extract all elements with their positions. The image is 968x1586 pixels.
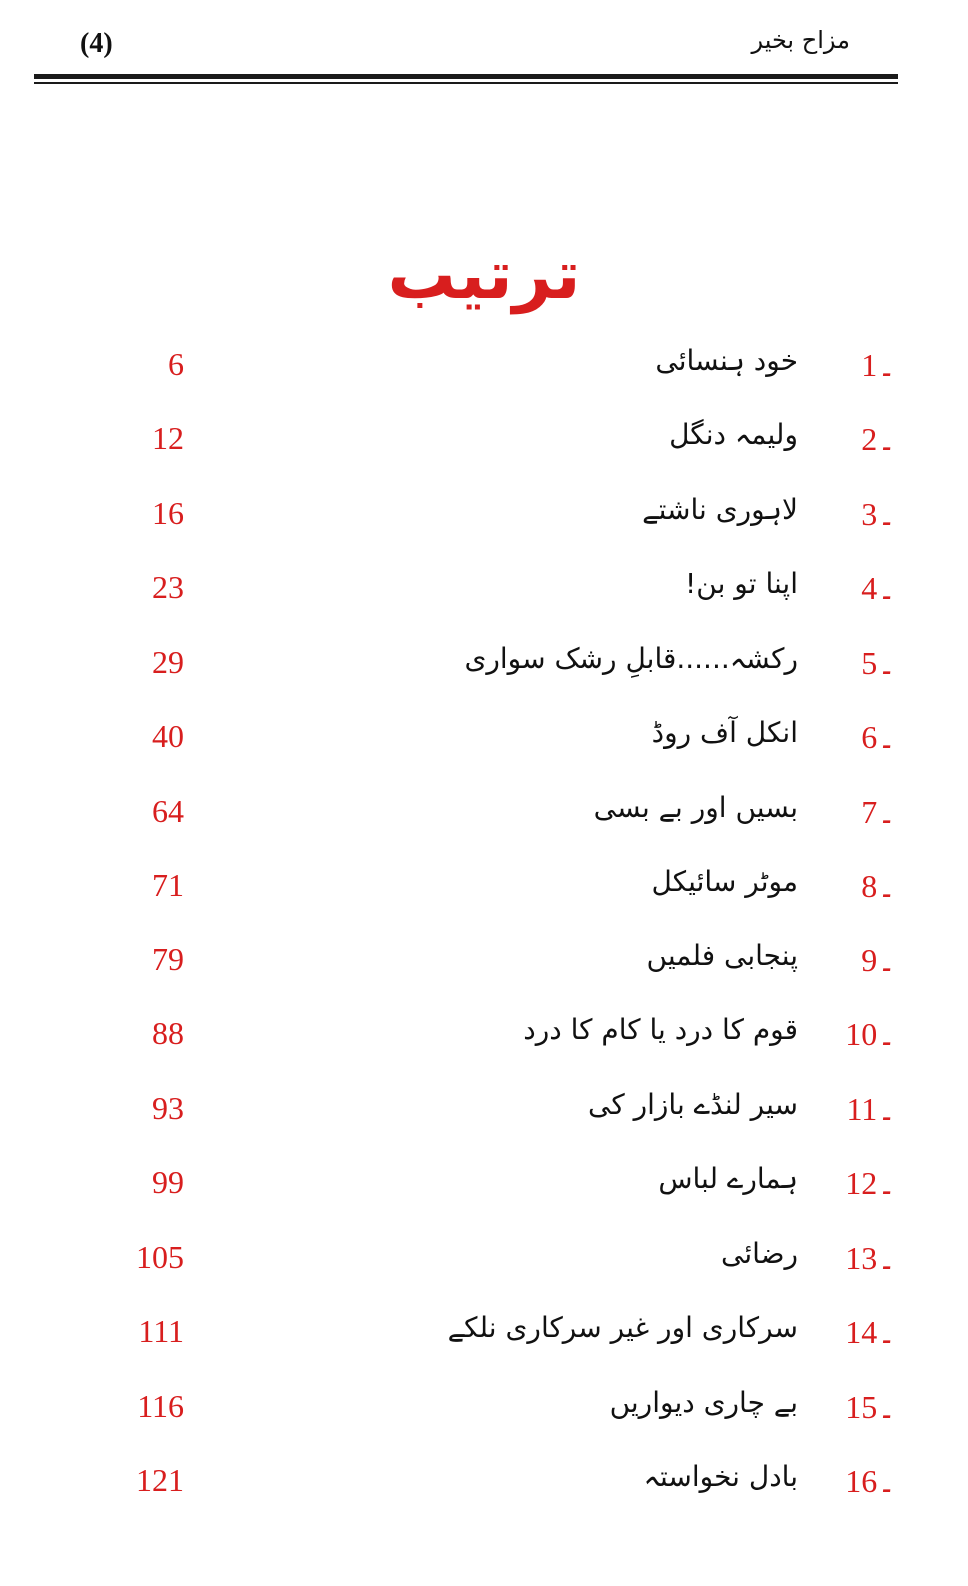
toc-entry-title: لاہوری ناشتے	[642, 493, 798, 526]
toc-entry[interactable]	[0, 489, 968, 549]
toc-entry-title: قوم کا درد یا کام کا درد	[523, 1013, 798, 1046]
toc-entry[interactable]	[0, 1307, 968, 1367]
toc-entry-number: 9۔	[861, 942, 896, 978]
toc-entry-page: 71	[152, 867, 184, 903]
toc-entry-title: سرکاری اور غیر سرکاری نلکے	[447, 1311, 798, 1344]
toc-entry-number: 5۔	[861, 645, 896, 681]
toc-entry-page: 79	[152, 941, 184, 977]
running-head: مزاح بخیر	[751, 26, 850, 54]
toc-entry-title: بادل نخواستہ	[643, 1460, 798, 1493]
toc-entry-page: 16	[152, 495, 184, 531]
toc-entry[interactable]	[0, 1233, 968, 1293]
toc-entry-page: 40	[152, 718, 184, 754]
toc-entry[interactable]	[0, 1158, 968, 1218]
toc-entry-number: 3۔	[861, 496, 896, 532]
toc-entry-page: 29	[152, 644, 184, 680]
toc-entry-number: 1۔	[861, 347, 896, 383]
toc-entry-title: بسیں اور بے بسی	[593, 791, 798, 824]
toc-entry-number: 12۔	[845, 1165, 896, 1201]
toc-entry-number: 8۔	[861, 868, 896, 904]
toc-entry-page: 12	[152, 420, 184, 456]
toc-entry-number: 15۔	[845, 1389, 896, 1425]
toc-entry-page: 105	[136, 1239, 184, 1275]
page-title: ترتیب	[387, 236, 581, 315]
toc-entry-number: 16۔	[845, 1463, 896, 1499]
toc-entry[interactable]	[0, 638, 968, 698]
toc-entry-title: رضائی	[721, 1237, 798, 1270]
toc-entry-page: 88	[152, 1015, 184, 1051]
toc-entry[interactable]	[0, 861, 968, 921]
toc-entry-title: رکشہ......قابلِ رشک سواری	[464, 642, 798, 675]
toc-entry[interactable]	[0, 1084, 968, 1144]
toc-entry-title: انکل آف روڈ	[651, 716, 798, 749]
toc-entry[interactable]	[0, 712, 968, 772]
toc-entry-number: 4۔	[861, 570, 896, 606]
toc-entry-title: پنجابی فلمیں	[646, 939, 798, 972]
toc-entry-page: 121	[136, 1462, 184, 1498]
toc-entry-page: 111	[138, 1313, 184, 1349]
toc-entry-title: بے چاری دیواریں	[609, 1386, 798, 1419]
toc-entry[interactable]	[0, 935, 968, 995]
toc-entry[interactable]	[0, 787, 968, 847]
toc-entry[interactable]	[0, 1009, 968, 1069]
toc-entry-page: 99	[152, 1164, 184, 1200]
toc-entry-number: 10۔	[845, 1016, 896, 1052]
toc-entry-number: 14۔	[845, 1314, 896, 1350]
page-number: (4)	[80, 28, 113, 59]
toc-entry-number: 6۔	[861, 719, 896, 755]
toc-entry-title: موٹر سائیکل	[651, 865, 798, 898]
toc-entry-title: خود ہنسائی	[655, 344, 798, 377]
toc-entry[interactable]	[0, 563, 968, 623]
toc-entry[interactable]	[0, 340, 968, 400]
toc-entry-page: 93	[152, 1090, 184, 1126]
toc-entry-title: ہمارے لباس	[658, 1162, 798, 1195]
toc-entry[interactable]	[0, 414, 968, 474]
toc-entry-title: ولیمہ دنگل	[669, 418, 798, 451]
toc-entry[interactable]	[0, 1382, 968, 1442]
toc-entry-title: سیر لنڈے بازار کی	[588, 1088, 798, 1121]
toc-entry[interactable]	[0, 1456, 968, 1516]
toc-entry-number: 7۔	[861, 794, 896, 830]
toc-entry-title: اپنا تو بن!	[685, 567, 798, 600]
toc-entry-number: 2۔	[861, 421, 896, 457]
toc-entry-page: 6	[168, 346, 184, 382]
toc-entry-page: 116	[137, 1388, 184, 1424]
header-rule	[34, 74, 898, 79]
toc-entry-page: 64	[152, 793, 184, 829]
toc-entry-number: 11۔	[846, 1091, 896, 1127]
header-rule-thin	[34, 82, 898, 84]
toc-entry-page: 23	[152, 569, 184, 605]
toc-entry-number: 13۔	[845, 1240, 896, 1276]
